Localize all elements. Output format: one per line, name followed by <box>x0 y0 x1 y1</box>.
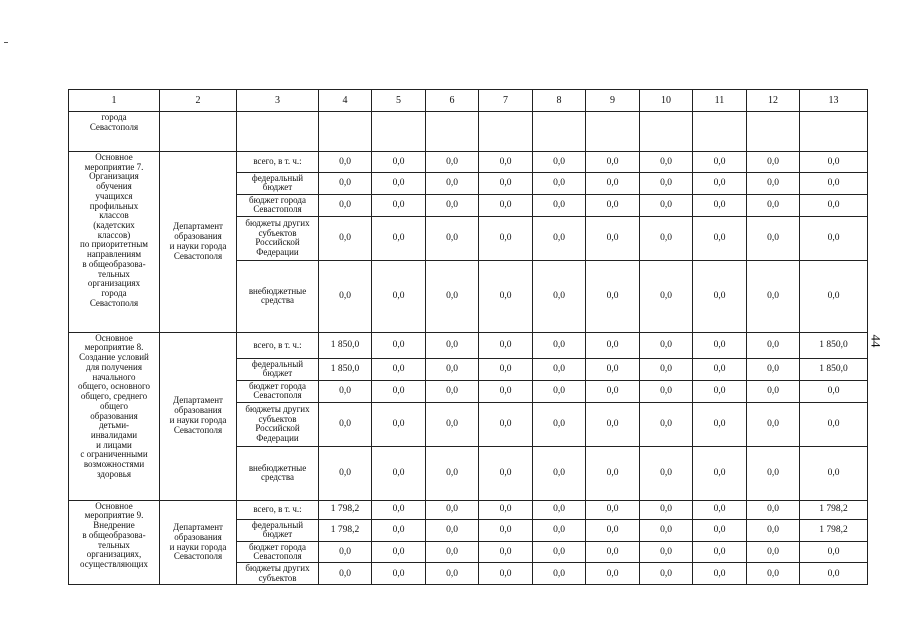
value-cell: 0,0 <box>640 541 693 563</box>
value-cell: 0,0 <box>372 260 426 332</box>
value-cell: 0,0 <box>372 519 426 541</box>
value-cell: 0,0 <box>586 332 640 358</box>
funding-source-cell: бюджет города Севастополя <box>237 541 319 563</box>
value-cell <box>747 112 800 152</box>
value-cell: 0,0 <box>800 541 868 563</box>
value-cell <box>319 112 372 152</box>
value-cell: 0,0 <box>372 402 426 446</box>
event-cell: Основное мероприятие 8. Создание условий для получения начального общего, основного общего, среднего общего образования детьми- инвалидами и лицами с ограниченными возможностями здоровья <box>69 332 160 500</box>
value-cell: 0,0 <box>693 402 747 446</box>
value-cell: 0,0 <box>640 332 693 358</box>
value-cell: 0,0 <box>800 194 868 216</box>
value-cell: 0,0 <box>586 380 640 402</box>
value-cell: 0,0 <box>319 563 372 585</box>
value-cell: 0,0 <box>640 152 693 173</box>
value-cell: 0,0 <box>426 358 479 380</box>
value-cell: 0,0 <box>319 446 372 500</box>
value-cell: 0,0 <box>747 563 800 585</box>
value-cell: 0,0 <box>372 173 426 195</box>
value-cell: 0,0 <box>319 173 372 195</box>
header-cell: 12 <box>747 90 800 112</box>
funding-source-cell: федеральный бюджет <box>237 358 319 380</box>
funding-source-cell: внебюджетные средства <box>237 446 319 500</box>
header-cell: 11 <box>693 90 747 112</box>
funding-source-cell: федеральный бюджет <box>237 173 319 195</box>
value-cell <box>693 112 747 152</box>
value-cell: 0,0 <box>479 380 533 402</box>
table-row <box>69 112 868 152</box>
value-cell: 0,0 <box>479 358 533 380</box>
value-cell: 0,0 <box>640 216 693 260</box>
value-cell: 0,0 <box>586 402 640 446</box>
value-cell: 0,0 <box>372 332 426 358</box>
value-cell: 0,0 <box>640 194 693 216</box>
value-cell: 0,0 <box>426 380 479 402</box>
value-cell: 0,0 <box>747 216 800 260</box>
margin-mark <box>4 42 8 43</box>
value-cell: 0,0 <box>372 358 426 380</box>
value-cell: 0,0 <box>372 541 426 563</box>
funding-source-cell: федеральный бюджет <box>237 519 319 541</box>
value-cell: 0,0 <box>800 260 868 332</box>
value-cell: 0,0 <box>586 446 640 500</box>
value-cell: 1 798,2 <box>800 519 868 541</box>
value-cell: 0,0 <box>533 260 586 332</box>
value-cell: 0,0 <box>426 260 479 332</box>
value-cell: 0,0 <box>533 402 586 446</box>
header-cell: 3 <box>237 90 319 112</box>
value-cell: 1 850,0 <box>800 358 868 380</box>
header-cell: 4 <box>319 90 372 112</box>
funding-source-cell: бюджет города Севастополя <box>237 194 319 216</box>
value-cell: 0,0 <box>640 402 693 446</box>
value-cell: 0,0 <box>640 358 693 380</box>
value-cell: 0,0 <box>800 173 868 195</box>
value-cell: 0,0 <box>640 500 693 519</box>
value-cell: 0,0 <box>640 380 693 402</box>
value-cell: 0,0 <box>693 216 747 260</box>
header-cell: 9 <box>586 90 640 112</box>
value-cell: 0,0 <box>800 563 868 585</box>
value-cell: 0,0 <box>747 519 800 541</box>
value-cell: 0,0 <box>533 500 586 519</box>
header-cell: 6 <box>426 90 479 112</box>
value-cell: 0,0 <box>693 541 747 563</box>
value-cell: 0,0 <box>533 541 586 563</box>
funding-source-cell: бюджет города Севастополя <box>237 380 319 402</box>
value-cell: 0,0 <box>747 541 800 563</box>
funding-source-cell: внебюджетные средства <box>237 260 319 332</box>
value-cell: 0,0 <box>747 402 800 446</box>
value-cell: 0,0 <box>800 380 868 402</box>
page-number: 44 <box>868 334 884 348</box>
value-cell: 0,0 <box>586 173 640 195</box>
value-cell: 0,0 <box>800 402 868 446</box>
value-cell: 0,0 <box>747 173 800 195</box>
value-cell: 0,0 <box>747 446 800 500</box>
value-cell: 0,0 <box>640 173 693 195</box>
value-cell: 0,0 <box>426 563 479 585</box>
value-cell: 0,0 <box>319 380 372 402</box>
header-cell: 2 <box>160 90 237 112</box>
value-cell: 0,0 <box>693 260 747 332</box>
value-cell: 0,0 <box>372 194 426 216</box>
value-cell: 0,0 <box>479 173 533 195</box>
value-cell: 0,0 <box>586 358 640 380</box>
value-cell: 0,0 <box>747 332 800 358</box>
value-cell: 0,0 <box>533 519 586 541</box>
value-cell: 0,0 <box>319 260 372 332</box>
value-cell: 0,0 <box>372 563 426 585</box>
value-cell: 0,0 <box>372 446 426 500</box>
value-cell: 0,0 <box>426 173 479 195</box>
value-cell: 0,0 <box>800 216 868 260</box>
header-cell: 7 <box>479 90 533 112</box>
value-cell: 1 798,2 <box>800 500 868 519</box>
value-cell: 0,0 <box>372 216 426 260</box>
value-cell: 0,0 <box>319 152 372 173</box>
department-cell: Департамент образования и науки города Севастополя <box>160 500 237 585</box>
value-cell: 0,0 <box>800 152 868 173</box>
value-cell: 1 850,0 <box>319 358 372 380</box>
value-cell: 1 798,2 <box>319 519 372 541</box>
value-cell: 0,0 <box>372 152 426 173</box>
value-cell: 0,0 <box>426 332 479 358</box>
value-cell: 0,0 <box>533 173 586 195</box>
value-cell: 0,0 <box>586 500 640 519</box>
value-cell: 0,0 <box>533 152 586 173</box>
value-cell: 0,0 <box>586 194 640 216</box>
funding-source-cell: всего, в т. ч.: <box>237 152 319 173</box>
value-cell: 0,0 <box>693 358 747 380</box>
value-cell: 0,0 <box>800 446 868 500</box>
value-cell: 0,0 <box>372 500 426 519</box>
value-cell: 0,0 <box>693 563 747 585</box>
value-cell: 0,0 <box>319 402 372 446</box>
value-cell: 0,0 <box>479 194 533 216</box>
value-cell: 0,0 <box>426 194 479 216</box>
funding-source-cell <box>237 112 319 152</box>
table-row <box>69 152 868 173</box>
value-cell: 0,0 <box>319 541 372 563</box>
value-cell: 0,0 <box>693 446 747 500</box>
value-cell <box>640 112 693 152</box>
value-cell: 0,0 <box>479 152 533 173</box>
value-cell <box>372 112 426 152</box>
funding-source-cell: всего, в т. ч.: <box>237 500 319 519</box>
value-cell: 0,0 <box>693 332 747 358</box>
value-cell: 0,0 <box>426 519 479 541</box>
value-cell: 0,0 <box>747 194 800 216</box>
department-cell <box>160 112 237 152</box>
event-cell: Основное мероприятие 7. Организация обучения учащихся профильных классов (кадетских классов) по приоритетным направлениям в общеобразова- тельных организациях города Севастополя <box>69 152 160 333</box>
value-cell: 0,0 <box>479 216 533 260</box>
value-cell: 0,0 <box>747 380 800 402</box>
value-cell: 0,0 <box>640 260 693 332</box>
value-cell: 0,0 <box>426 152 479 173</box>
value-cell: 0,0 <box>747 260 800 332</box>
table-row <box>69 332 868 358</box>
value-cell: 0,0 <box>479 563 533 585</box>
value-cell: 0,0 <box>426 541 479 563</box>
value-cell: 0,0 <box>640 519 693 541</box>
value-cell <box>800 112 868 152</box>
value-cell: 0,0 <box>533 216 586 260</box>
value-cell: 0,0 <box>747 152 800 173</box>
value-cell: 0,0 <box>747 500 800 519</box>
value-cell: 0,0 <box>586 563 640 585</box>
value-cell: 0,0 <box>640 563 693 585</box>
funding-source-cell: всего, в т. ч.: <box>237 332 319 358</box>
header-cell: 5 <box>372 90 426 112</box>
value-cell <box>533 112 586 152</box>
value-cell: 0,0 <box>479 500 533 519</box>
value-cell: 0,0 <box>479 402 533 446</box>
value-cell: 0,0 <box>586 541 640 563</box>
header-cell: 8 <box>533 90 586 112</box>
department-cell: Департамент образования и науки города Севастополя <box>160 152 237 333</box>
value-cell: 0,0 <box>426 500 479 519</box>
value-cell: 0,0 <box>479 332 533 358</box>
value-cell: 0,0 <box>426 446 479 500</box>
value-cell: 1 798,2 <box>319 500 372 519</box>
value-cell: 0,0 <box>640 446 693 500</box>
header-cell: 1 <box>69 90 160 112</box>
value-cell: 1 850,0 <box>319 332 372 358</box>
value-cell: 0,0 <box>533 358 586 380</box>
value-cell: 0,0 <box>693 152 747 173</box>
value-cell: 0,0 <box>479 519 533 541</box>
value-cell: 0,0 <box>479 446 533 500</box>
value-cell: 0,0 <box>693 380 747 402</box>
value-cell: 0,0 <box>533 563 586 585</box>
value-cell: 0,0 <box>319 194 372 216</box>
value-cell: 0,0 <box>533 446 586 500</box>
value-cell: 0,0 <box>586 216 640 260</box>
funding-source-cell: бюджеты других субъектов <box>237 563 319 585</box>
value-cell <box>586 112 640 152</box>
value-cell: 0,0 <box>426 216 479 260</box>
value-cell: 0,0 <box>693 173 747 195</box>
value-cell: 0,0 <box>693 194 747 216</box>
value-cell: 0,0 <box>586 260 640 332</box>
department-cell: Департамент образования и науки города Севастополя <box>160 332 237 500</box>
value-cell: 0,0 <box>533 194 586 216</box>
header-row <box>69 90 868 112</box>
value-cell: 0,0 <box>372 380 426 402</box>
value-cell: 0,0 <box>693 519 747 541</box>
value-cell: 0,0 <box>747 358 800 380</box>
event-cell: города Севастополя <box>69 112 160 152</box>
value-cell: 0,0 <box>533 332 586 358</box>
event-cell: Основное мероприятие 9. Внедрение в общеобразова- тельных организациях, осуществляющих <box>69 500 160 585</box>
value-cell: 0,0 <box>693 500 747 519</box>
value-cell: 0,0 <box>479 260 533 332</box>
budget-table <box>68 89 868 585</box>
value-cell <box>479 112 533 152</box>
value-cell: 0,0 <box>426 402 479 446</box>
value-cell: 0,0 <box>319 216 372 260</box>
funding-source-cell: бюджеты других субъектов Российской Федерации <box>237 216 319 260</box>
value-cell: 0,0 <box>586 152 640 173</box>
header-cell: 10 <box>640 90 693 112</box>
value-cell: 1 850,0 <box>800 332 868 358</box>
value-cell: 0,0 <box>586 519 640 541</box>
header-cell: 13 <box>800 90 868 112</box>
funding-source-cell: бюджеты других субъектов Российской Федерации <box>237 402 319 446</box>
value-cell <box>426 112 479 152</box>
value-cell: 0,0 <box>479 541 533 563</box>
value-cell: 0,0 <box>533 380 586 402</box>
table-row <box>69 500 868 519</box>
